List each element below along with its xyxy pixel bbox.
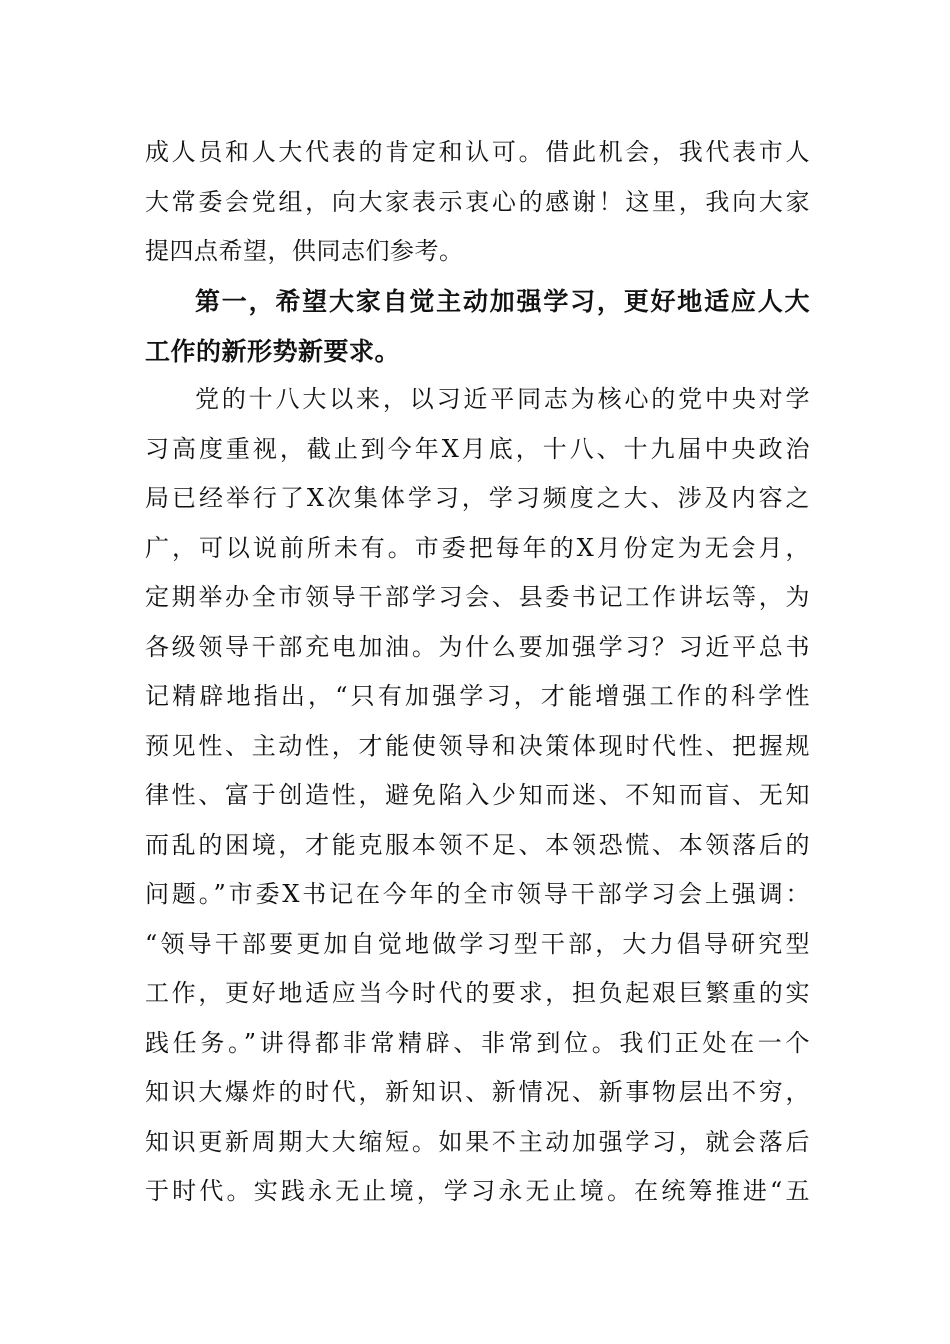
paragraph-line: 习高度重视，截止到今年X月底，十八、十九届中央政治 [145, 434, 810, 463]
paragraph-line: 知识更新周期大大缩短。如果不主动加强学习，就会落后 [145, 1127, 810, 1156]
paragraph-line: 工作，更好地适应当今时代的要求，担负起艰巨繁重的实 [145, 979, 810, 1007]
paragraph-line: 问题。”市委X书记在今年的全市领导干部学习会上强调： [145, 880, 810, 908]
paragraph-line: 各级领导干部充电加油。为什么要加强学习？习近平总书 [145, 632, 810, 661]
paragraph-line: 而乱的困境，才能克服本领不足、本领恐慌、本领落后的 [145, 830, 810, 859]
paragraph-line: 预见性、主动性，才能使领导和决策体现时代性、把握规 [145, 731, 810, 760]
paragraph-line: 于时代。实践永无止境，学习永无止境。在统筹推进“五 [145, 1177, 810, 1205]
heading-line: 第一，希望大家自觉主动加强学习，更好地适应人大 [195, 287, 810, 316]
section-heading-1 [145, 277, 810, 376]
paragraph-line: 定期举办全市领导干部学习会、县委书记工作讲坛等，为 [145, 583, 810, 611]
paragraph-line: 党的十八大以来，以习近平同志为核心的党中央对学 [195, 385, 810, 413]
heading-line: 工作的新形势新要求。 [145, 336, 401, 366]
paragraph-line: “领导干部要更加自觉地做学习型干部，大力倡导研究型 [145, 929, 810, 958]
paragraph-line: 大常委会党组，向大家表示衷心的感谢！这里，我向大家 [145, 187, 810, 216]
paragraph-line: 提四点希望，供同志们参考。 [145, 237, 464, 265]
paragraph-line: 律性、富于创造性，避免陷入少知而迷、不知而盲、无知 [145, 781, 810, 809]
paragraph-line: 知识大爆炸的时代，新知识、新情况、新事物层出不穷， [145, 1078, 810, 1106]
paragraph-line: 广，可以说前所未有。市委把每年的X月份定为无会月， [145, 533, 810, 562]
paragraph-line: 局已经举行了X次集体学习，学习频度之大、涉及内容之 [145, 484, 810, 512]
paragraph-line: 记精辟地指出，“只有加强学习，才能增强工作的科学性 [145, 682, 810, 710]
paragraph-line: 成人员和人大代表的肯定和认可。借此机会，我代表市人 [145, 138, 810, 166]
paragraph-2 [145, 375, 810, 1217]
paragraph-line: 践任务。”讲得都非常精辟、非常到位。我们正处在一个 [145, 1028, 810, 1057]
paragraph-1 [145, 128, 810, 277]
